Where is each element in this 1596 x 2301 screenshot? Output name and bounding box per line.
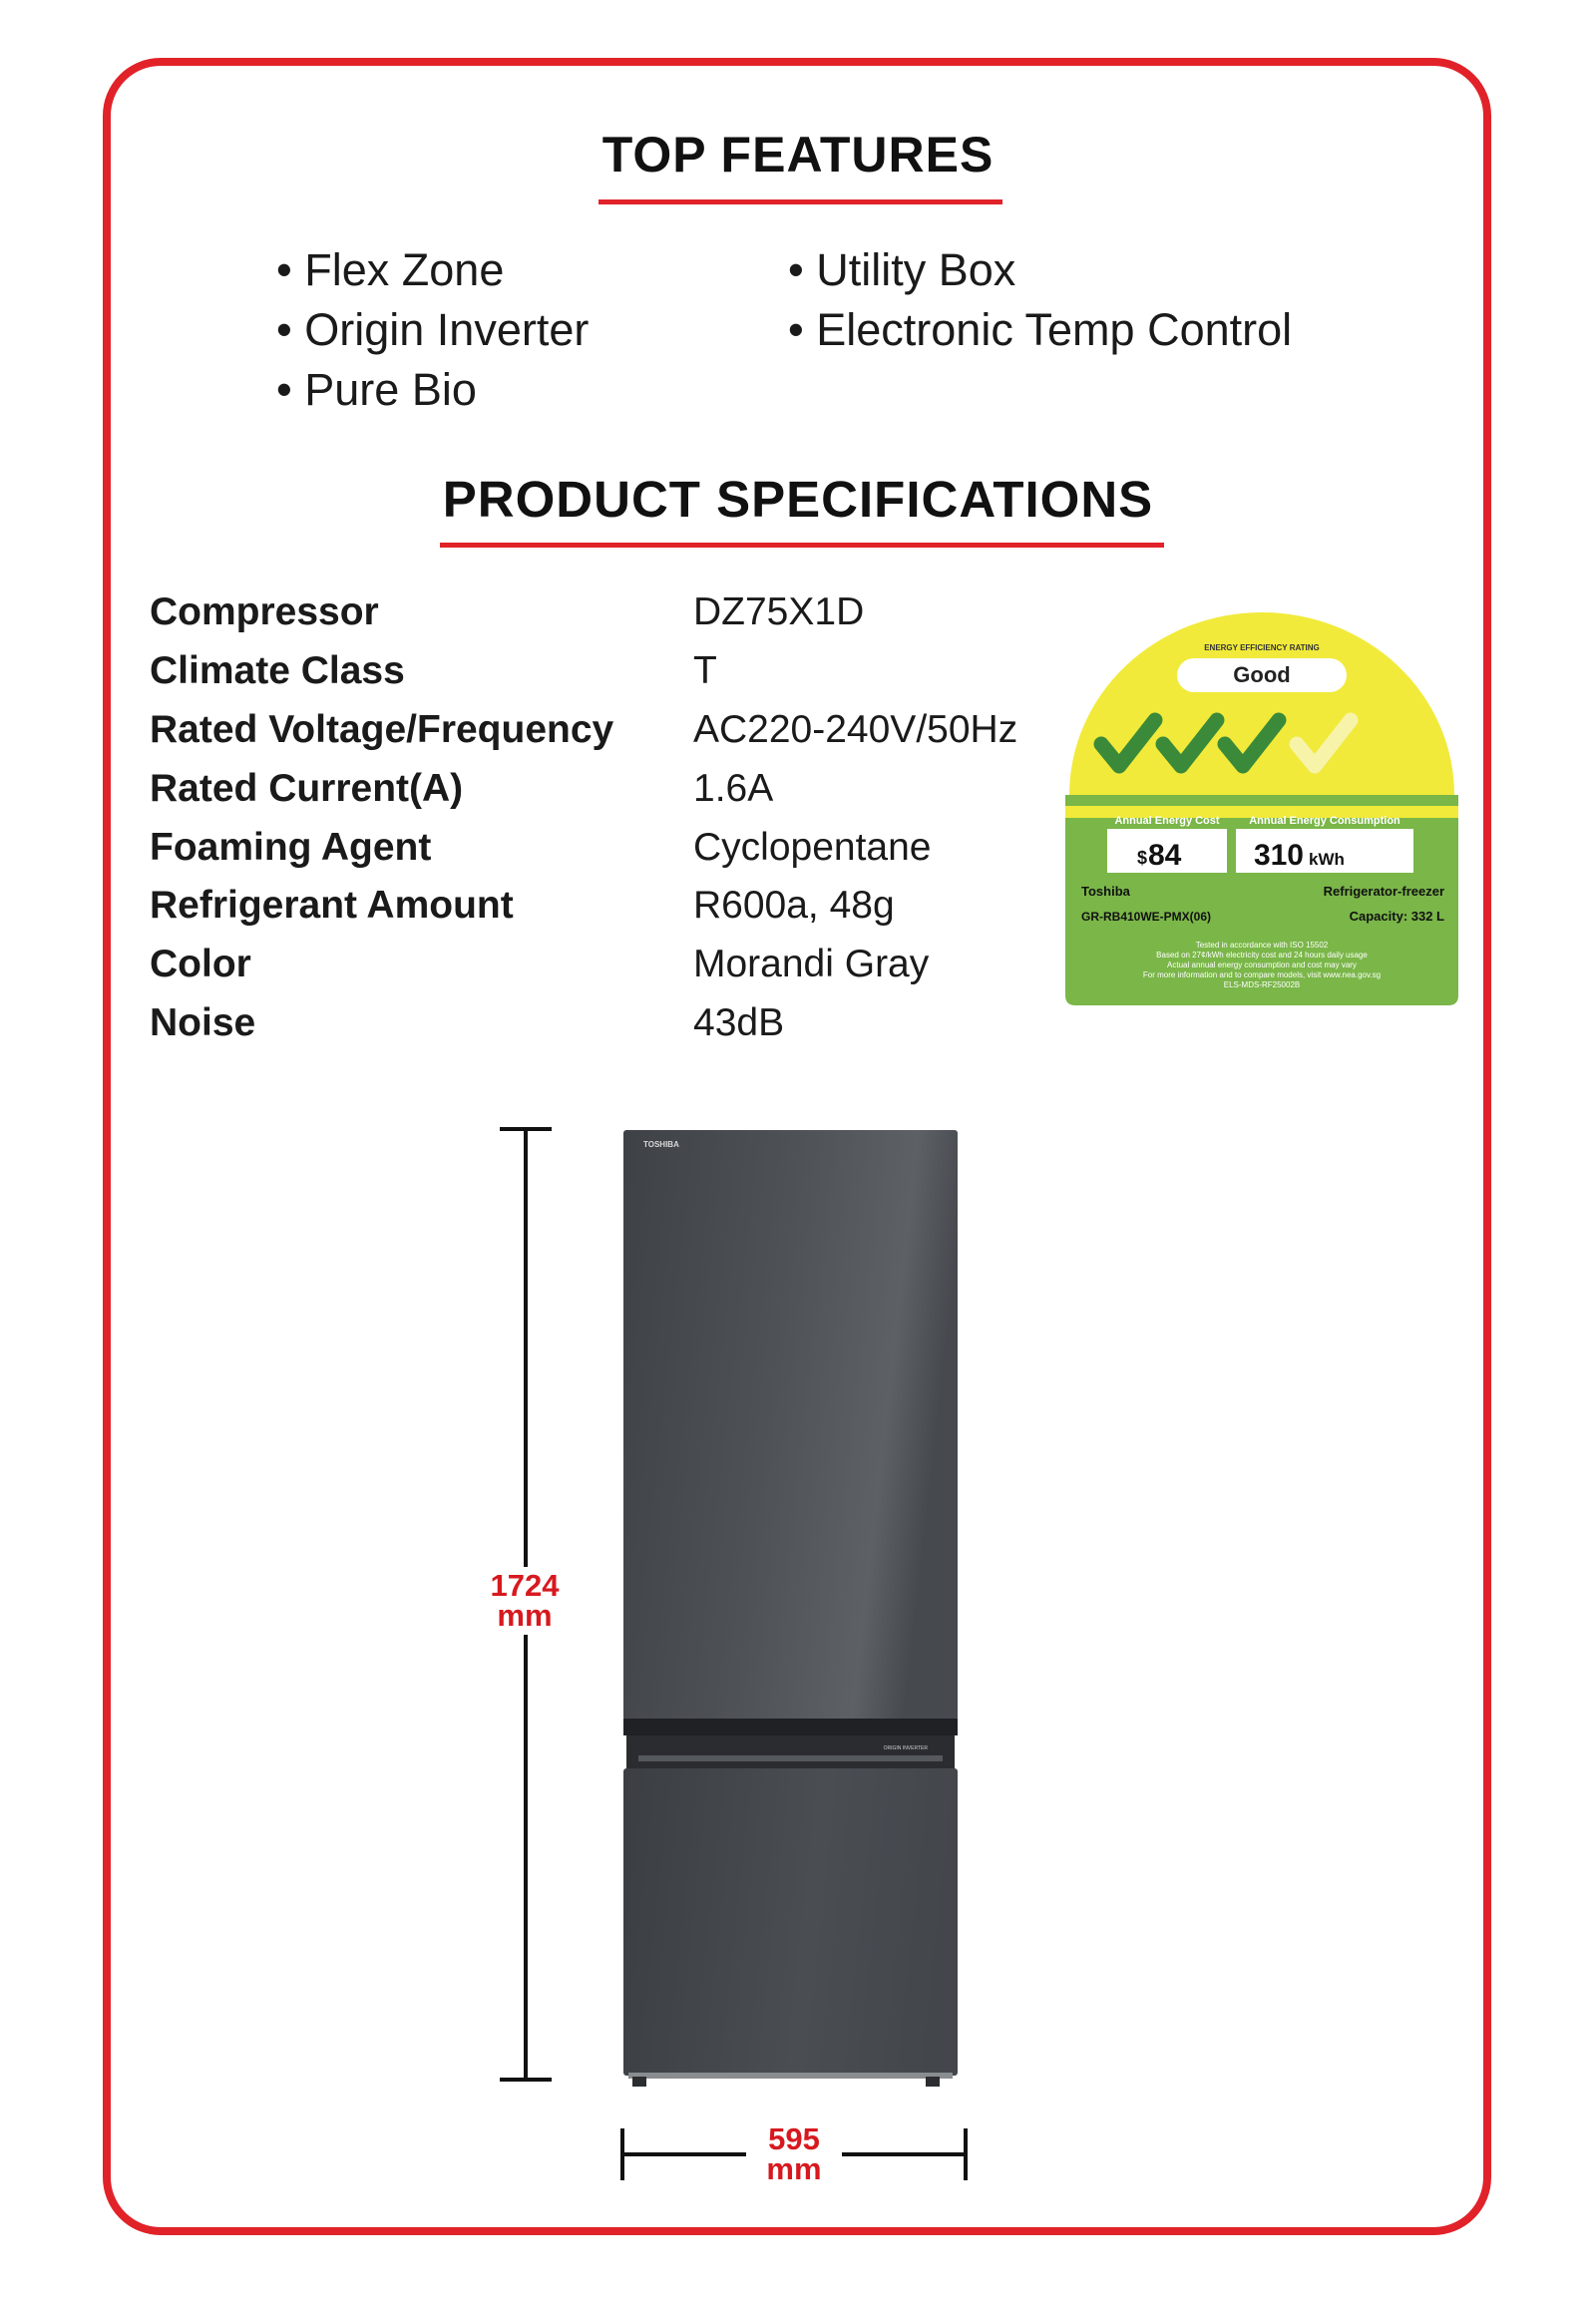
spec-row (150, 1001, 1087, 1059)
cost-value: 84 (1148, 839, 1182, 872)
product-specifications-title: PRODUCT SPECIFICATIONS (442, 471, 1154, 528)
spec-value: Morandi Gray (693, 943, 930, 985)
spec-row (150, 649, 1087, 707)
cost-currency: $ (1136, 848, 1147, 868)
fine-print-line: ELS-MDS-RF25002B (1223, 980, 1301, 989)
spec-label: Climate Class (150, 649, 405, 692)
fridge-foot (926, 2077, 940, 2087)
spec-label: Refrigerant Amount (150, 884, 514, 927)
spec-label: Foaming Agent (150, 826, 432, 869)
energy-efficiency-label (1063, 610, 1460, 1009)
fridge-foot (632, 2077, 646, 2087)
width-dimension-label (746, 2122, 842, 2186)
height-dimension-bottom-cap (500, 2078, 552, 2082)
fridge-lower-door (623, 1768, 958, 2076)
rating-text: Good (1233, 662, 1291, 687)
consumption-label: Annual Energy Consumption (1249, 815, 1400, 827)
feature-item: • Pure Bio (276, 364, 477, 415)
fridge-upper-door (623, 1130, 958, 1721)
label-capacity: Capacity: 332 L (1349, 909, 1444, 924)
spec-value: AC220-240V/50Hz (693, 708, 1018, 751)
spec-value: T (693, 649, 717, 692)
features-left-list (276, 240, 589, 420)
spec-row (150, 943, 1087, 1000)
fine-print-line: Actual annual energy consumption and cost may vary (1167, 960, 1357, 969)
label-model: GR-RB410WE-PMX(06) (1081, 910, 1212, 924)
consumption-value: 310 (1253, 839, 1304, 872)
spec-value: 1.6A (693, 767, 774, 810)
features-right-list (788, 240, 1292, 360)
width-value: 595 (768, 2121, 820, 2156)
refrigerator-image (598, 1117, 978, 2090)
top-features-title: TOP FEATURES (601, 127, 995, 183)
spec-label: Compressor (150, 590, 379, 633)
width-unit: mm (766, 2151, 822, 2186)
fine-print-line: Based on 27¢/kWh electricity cost and 24 hours daily usage (1156, 951, 1368, 959)
specifications-underline (440, 543, 1164, 548)
spec-label: Rated Current(A) (150, 767, 464, 810)
handle-highlight (638, 1755, 943, 1761)
height-dimension-label (470, 1567, 580, 1635)
cost-label: Annual Energy Cost (1114, 815, 1220, 827)
height-unit: mm (497, 1598, 553, 1633)
spec-label: Rated Voltage/Frequency (150, 708, 614, 751)
label-green-band (1065, 795, 1458, 806)
fridge-base-trim (628, 2073, 953, 2079)
label-brand: Toshiba (1081, 884, 1130, 899)
spec-row (150, 590, 1087, 648)
fine-print-line: Tested in accordance with ISO 15502 (1195, 941, 1329, 950)
fridge-divider (623, 1719, 958, 1735)
consumption-unit: kWh (1309, 850, 1345, 869)
spec-value: DZ75X1D (693, 590, 865, 633)
label-type: Refrigerator-freezer (1323, 884, 1444, 899)
label-heading: ENERGY EFFICIENCY RATING (1204, 643, 1320, 652)
spec-row (150, 708, 1087, 766)
spec-row (150, 826, 1087, 884)
width-dimension-right-cap (964, 2128, 968, 2180)
spec-row (150, 884, 1087, 942)
spec-value: Cyclopentane (693, 826, 932, 869)
drawer-mark: ORIGIN INVERTER (883, 1745, 928, 1751)
feature-item: • Utility Box (788, 244, 1016, 295)
fine-print-line: For more information and to compare models, visit www.nea.gov.sg (1142, 970, 1382, 979)
spec-value: 43dB (693, 1001, 785, 1044)
feature-item: • Origin Inverter (276, 304, 590, 355)
spec-label: Noise (150, 1001, 256, 1044)
spec-row (150, 767, 1087, 825)
spec-value: R600a, 48g (693, 884, 895, 927)
top-features-underline (598, 199, 1002, 204)
fridge-drawer-handle (626, 1735, 955, 1768)
height-value: 1724 (490, 1568, 560, 1603)
feature-item: • Flex Zone (276, 244, 505, 295)
feature-item: • Electronic Temp Control (788, 304, 1293, 355)
fridge-brand-mark: TOSHIBA (643, 1140, 679, 1149)
spec-label: Color (150, 943, 251, 985)
